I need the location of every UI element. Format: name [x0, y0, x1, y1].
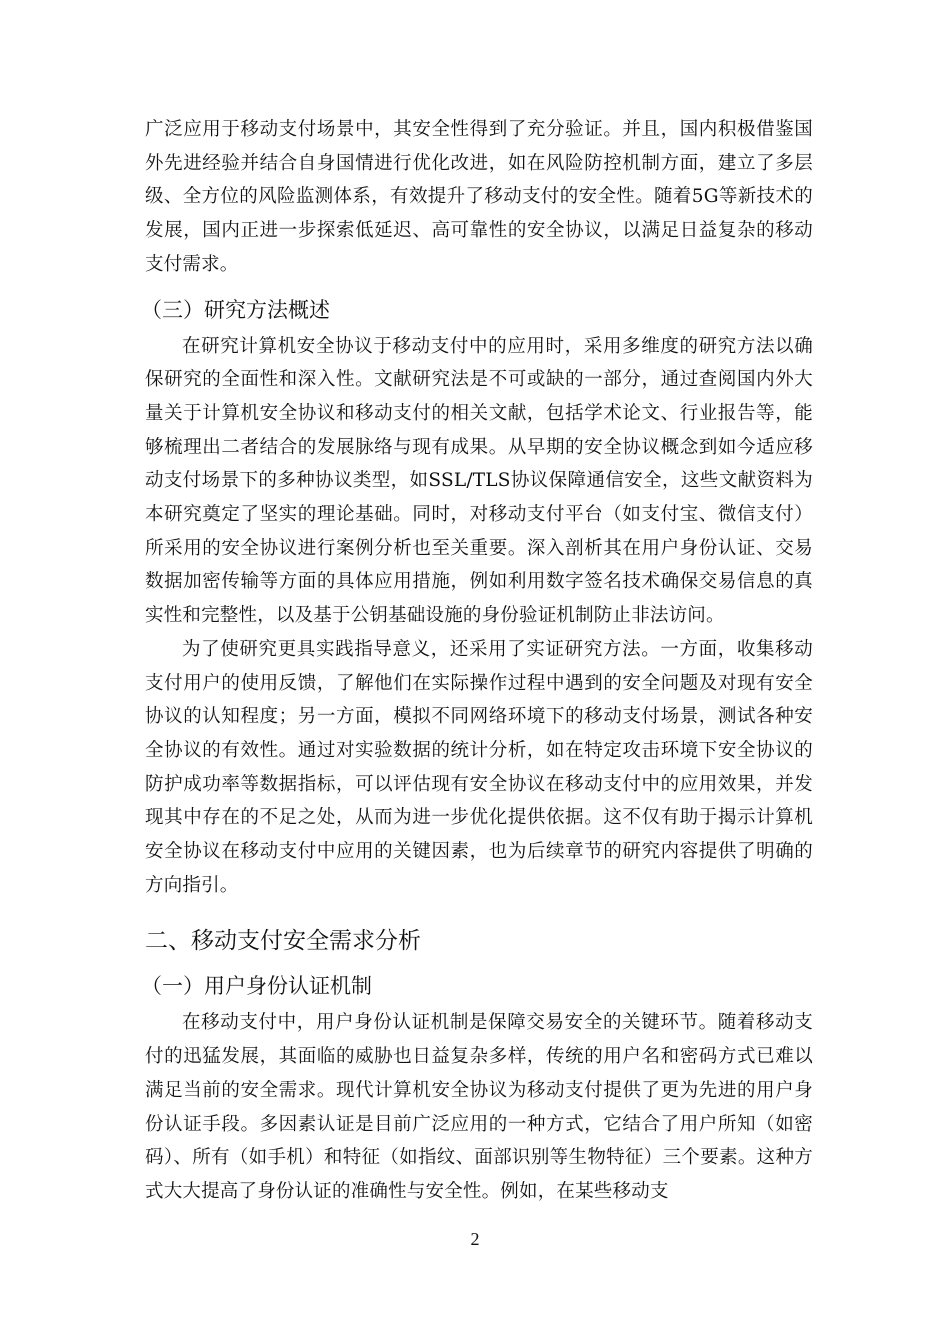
- paragraph-continuation: 广泛应用于移动支付场景中，其安全性得到了充分验证。并且，国内积极借鉴国外先进经验并结合自身国情进行优化改进，如在风险防控机制方面，建立了多层级、全方位的风险监测体系，有效提升了移动支付的安全性。随着5G等新技术的发展，国内正进一步探索低延迟、高可靠性的安全协议，以满足日益复杂的移动支付需求。: [145, 119, 813, 275]
- page-body: [141, 113, 813, 1209]
- chapter-heading-security-requirements: 二、移动支付安全需求分析: [145, 928, 421, 955]
- page-number: 2: [470, 1229, 480, 1249]
- paragraph-research-methods-1: 在研究计算机安全协议于移动支付中的应用时，采用多维度的研究方法以确保研究的全面性和深入性。文献研究法是不可或缺的一部分，通过查阅国内外大量关于计算机安全协议和移动支付的相关文献，包括学术论文、行业报告等，能够梳理出二者结合的发展脉络与现有成果。从早期的安全协议概念到如今适应移动支付场景下的多种协议类型，如SSL/TLS协议保障通信安全，这些文献资料为本研究奠定了坚实的理论基础。同时，对移动支付平台（如支付宝、微信支付）所采用的安全协议进行案例分析也至关重要。深入剖析其在用户身份认证、交易数据加密传输等方面的具体应用措施，例如利用数字签名技术确保交易信息的真实性和完整性，以及基于公钥基础设施的身份验证机制防止非法访问。: [145, 335, 813, 627]
- paragraph-user-authentication: 在移动支付中，用户身份认证机制是保障交易安全的关键环节。随着移动支付的迅猛发展，其面临的威胁也日益复杂多样，传统的用户名和密码方式已难以满足当前的安全需求。现代计算机安全协议为移动支付提供了更为先进的用户身份认证手段。多因素认证是目前广泛应用的一种方式，它结合了用户所知（如密码）、所有（如手机）和特征（如指纹、面部识别等生物特征）三个要素。这种方式大大提高了身份认证的准确性与安全性。例如，在某些移动支: [145, 1012, 813, 1202]
- section-heading-research-methods: （三）研究方法概述: [141, 297, 330, 322]
- section-heading-user-authentication: （一）用户身份认证机制: [141, 974, 372, 999]
- paragraph-research-methods-2: 为了使研究更具实践指导意义，还采用了实证研究方法。一方面，收集移动支付用户的使用反馈，了解他们在实际操作过程中遇到的安全问题及对现有安全协议的认知程度；另一方面，模拟不同网络环境下的移动支付场景，测试各种安全协议的有效性。通过对实验数据的统计分析，如在特定攻击环境下安全协议的防护成功率等数据指标，可以评估现有安全协议在移动支付中的应用效果，并发现其中存在的不足之处，从而为进一步优化提供依据。这不仅有助于揭示计算机安全协议在移动支付中应用的关键因素，也为后续章节的研究内容提供了明确的方向指引。: [145, 638, 813, 896]
